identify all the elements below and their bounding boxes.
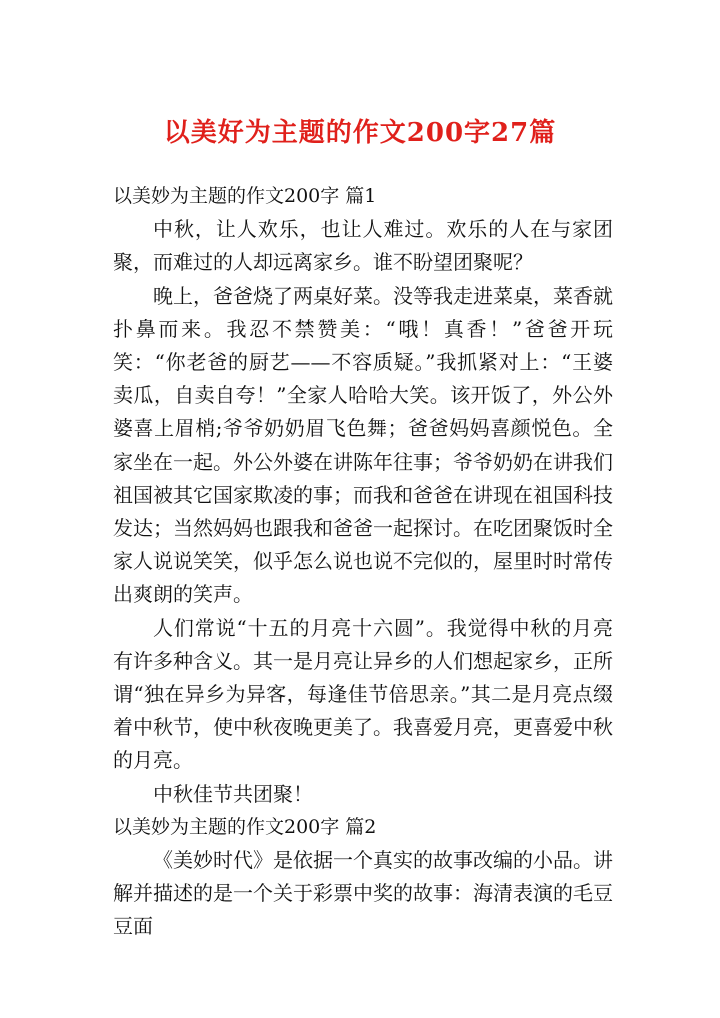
section-heading: 以美妙为主题的作文200字 篇1 [113, 185, 377, 207]
paragraph: 《美妙时代》是依据一个真实的故事改编的小品。讲解并描述的是一个关于彩票中奖的故事：海清表演的毛豆豆面 [113, 848, 613, 939]
document-title: 以美好为主题的作文200字27篇 [163, 118, 557, 148]
document-body [113, 180, 613, 944]
paragraph: 人们常说“十五的月亮十六圆”。我觉得中秋的月亮有许多种含义。其一是月亮让异乡的人们想起家乡，正所谓“独在异乡为异客，每逢佳节倍思亲。”其二是月亮点缀着中秋节，使中秋夜晚更美了。我喜爱月亮，更喜爱中秋的月亮。 [113, 615, 613, 773]
paragraph: 中秋，让人欢乐，也让人难过。欢乐的人在与家团聚，而难过的人却远离家乡。谁不盼望团聚呢？ [113, 217, 613, 275]
paragraph: 中秋佳节共团聚！ [153, 781, 313, 806]
section-heading: 以美妙为主题的作文200字 篇2 [113, 815, 377, 838]
paragraph: 晚上，爸爸烧了两桌好菜。没等我走进菜桌，菜香就扑鼻而来。我忍不禁赞美：“哦！真香！”爸爸开玩笑：“你老爸的厨艺——不容质疑。”我抓紧对上：“王婆卖瓜，自卖自夸！”全家人哈哈大笑。该开饭了，外公外婆喜上眉梢;爷爷奶奶眉飞色舞；爸爸妈妈喜颜悦色。全家坐在一起。外公外婆在讲陈年往事；爷爷奶奶在讲我们祖国被其它国家欺凌的事；而我和爸爸在讲现在祖国科技发达；当然妈妈也跟我和爸爸一起探讨。在吃团聚饭时全家人说说笑笑，似乎怎么说也说不完似的，屋里时时常传出爽朗的笑声。 [113, 283, 613, 607]
